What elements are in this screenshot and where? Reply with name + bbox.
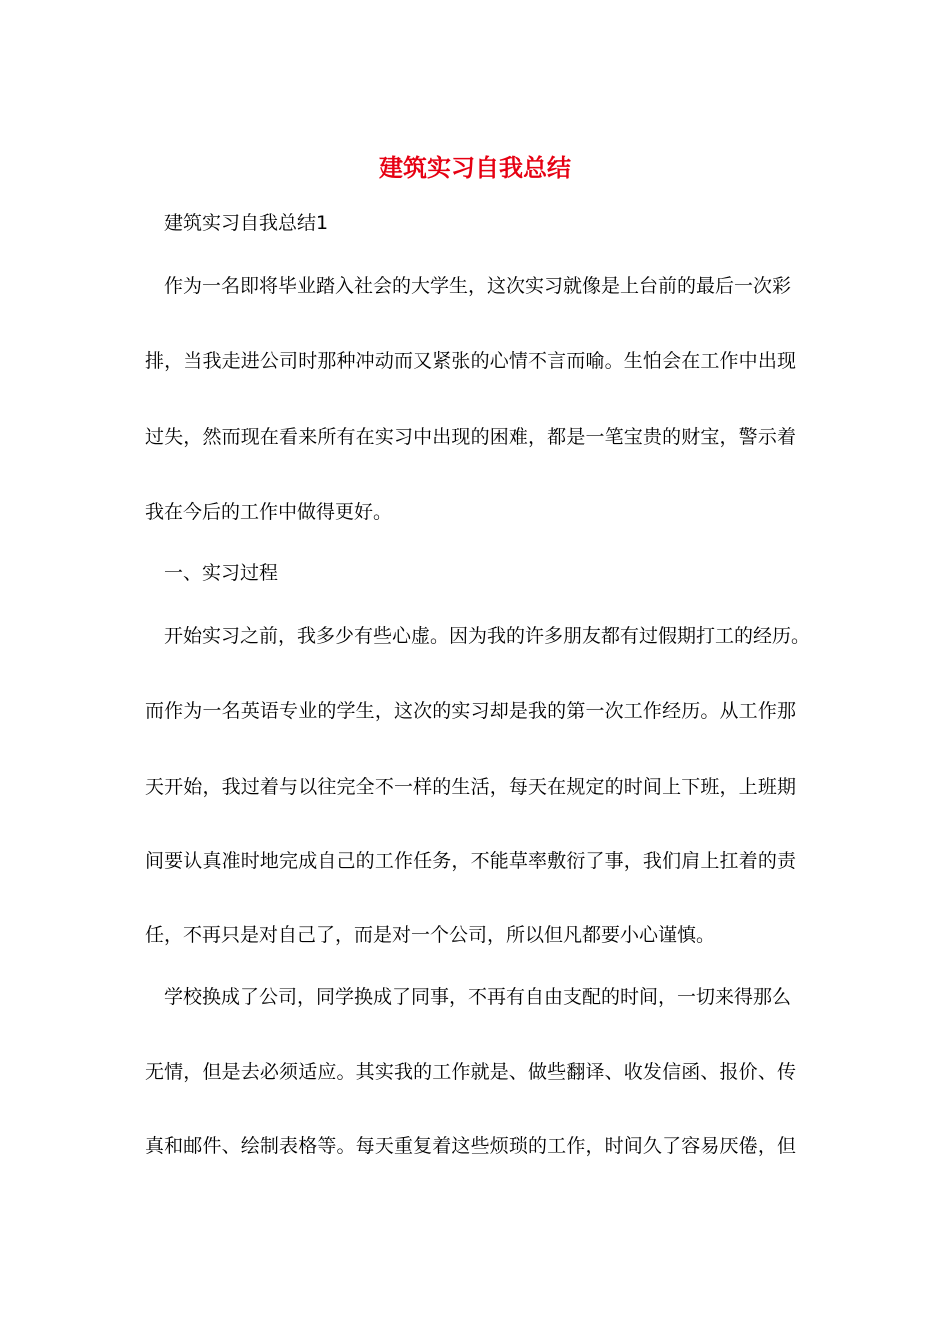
paragraph-line: 天开始，我过着与以往完全不一样的生活，每天在规定的时间上下班，上班期 — [145, 776, 796, 798]
section-heading: 建筑实习自我总结1 — [164, 212, 329, 234]
paragraph-line: 我在今后的工作中做得更好。 — [145, 501, 393, 523]
paragraph-line: 真和邮件、绘制表格等。每天重复着这些烦琐的工作，时间久了容易厌倦，但 — [145, 1135, 796, 1157]
paragraph-line: 过失，然而现在看来所有在实习中出现的困难，都是一笔宝贵的财宝，警示着 — [145, 426, 796, 448]
paragraph-line: 学校换成了公司，同学换成了同事，不再有自由支配的时间，一切来得那么 — [164, 986, 792, 1008]
paragraph-line: 排，当我走进公司时那种冲动而又紧张的心情不言而喻。生怕会在工作中出现 — [145, 350, 796, 372]
paragraph-line: 间要认真准时地完成自己的工作任务，不能草率敷衍了事，我们肩上扛着的责 — [145, 850, 796, 872]
document-title: 建筑实习自我总结 — [379, 153, 571, 182]
paragraph-line: 作为一名即将毕业踏入社会的大学生，这次实习就像是上台前的最后一次彩 — [164, 275, 792, 297]
paragraph-line: 开始实习之前，我多少有些心虚。因为我的许多朋友都有过假期打工的经历。 — [164, 625, 811, 647]
paragraph-line: 任，不再只是对自己了，而是对一个公司，所以但凡都要小心谨慎。 — [145, 924, 716, 946]
paragraph-line: 无情，但是去必须适应。其实我的工作就是、做些翻译、收发信函、报价、传 — [145, 1061, 796, 1083]
paragraph-line: 而作为一名英语专业的学生，这次的实习却是我的第一次工作经历。从工作那 — [145, 700, 796, 722]
section-heading: 一、实习过程 — [164, 562, 279, 584]
